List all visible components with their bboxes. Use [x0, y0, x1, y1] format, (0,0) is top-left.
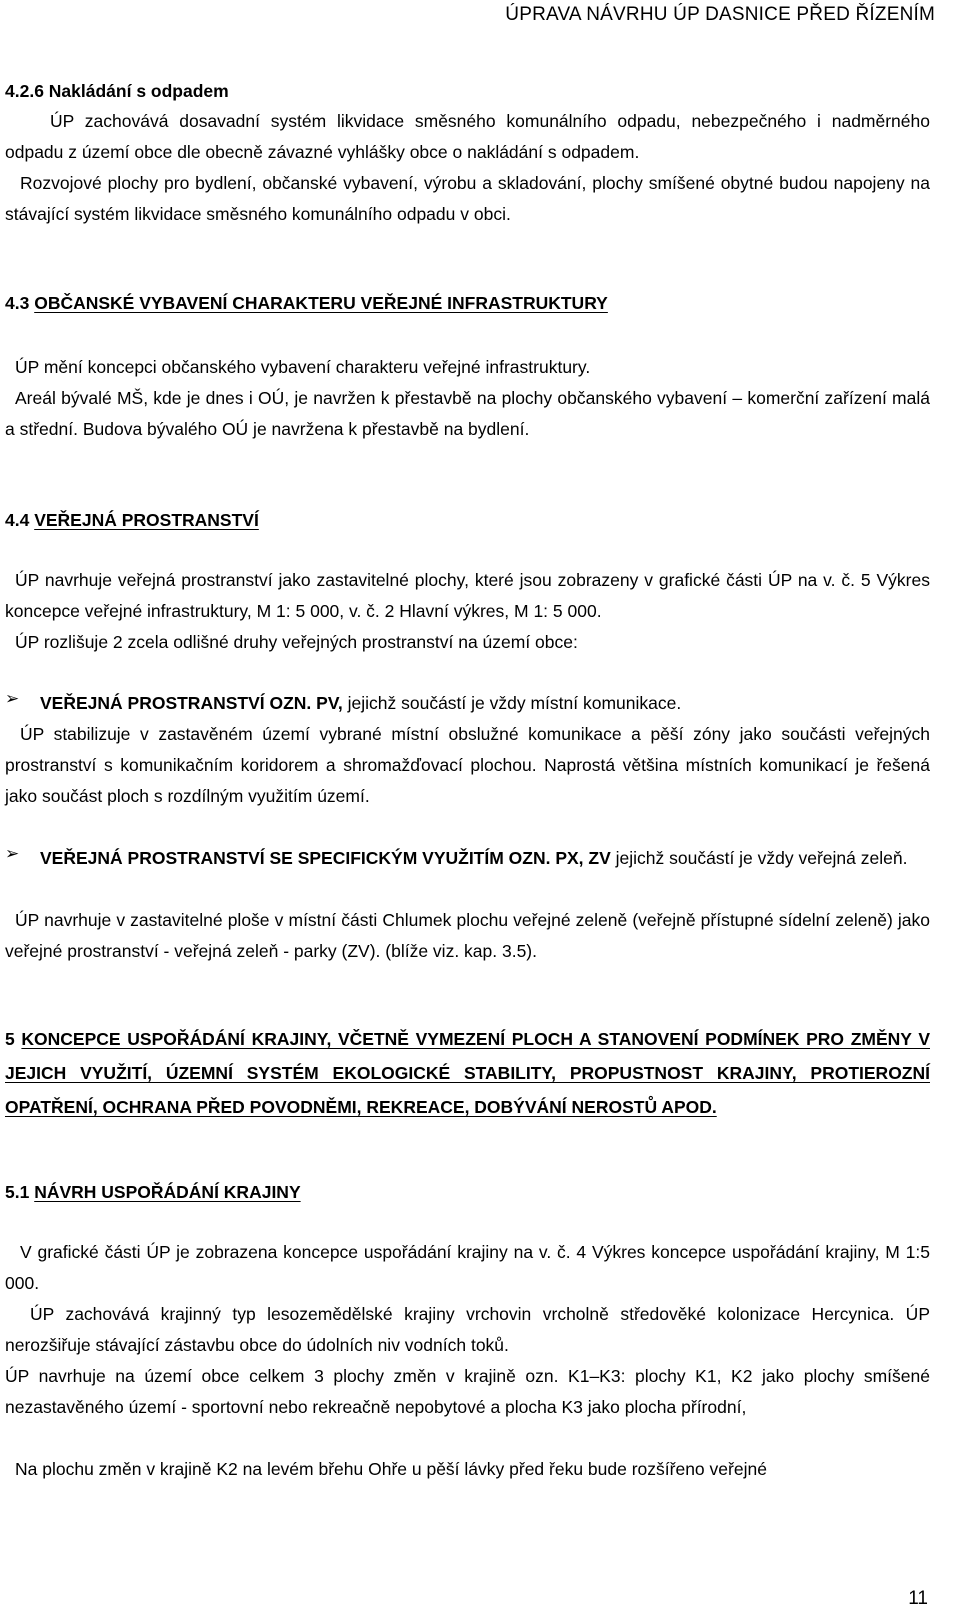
heading-4-4-title: VEŘEJNÁ PROSTRANSTVÍ	[34, 510, 259, 530]
bullet-pv-text: jejichž součástí je vždy místní komunikace.	[342, 693, 682, 713]
heading-5-1-number: 5.1	[5, 1182, 30, 1202]
heading-5	[5, 1022, 930, 1124]
heading-4-3	[5, 288, 930, 319]
bullet-pv-bold: VEŘEJNÁ PROSTRANSTVÍ OZN. PV,	[40, 693, 343, 713]
bullet-pv	[40, 688, 930, 719]
heading-4-3-number: 4.3	[5, 293, 30, 313]
paragraph-4-4-4: ÚP navrhuje v zastavitelné ploše v místní části Chlumek plochu veřejné zeleně (veřejně přístupné sídelní zeleně) jako veřejné prostranství - veřejná zeleň - parky (ZV). (blíže viz. kap. 3.5).	[5, 910, 930, 961]
paragraph-4-3-1: ÚP mění koncepci občanského vybavení charakteru veřejné infrastruktury.	[15, 357, 591, 377]
arrow-bullet-icon: ➢	[5, 689, 20, 708]
arrow-bullet-icon: ➢	[5, 844, 20, 863]
page-number: 11	[908, 1588, 928, 1609]
heading-5-1-title: NÁVRH USPOŘÁDÁNÍ KRAJINY	[34, 1182, 301, 1202]
bullet-px-zv-text: jejichž součástí je vždy veřejná zeleň.	[610, 848, 908, 868]
paragraph-4-4-1: ÚP navrhuje veřejná prostranství jako zastavitelné plochy, které jsou zobrazeny v grafické části ÚP na v. č. 5 Výkres koncepce veřejné infrastruktury, M 1: 5 000, v. č. 2 Hlavní výkres, M 1: 5 000.	[5, 570, 930, 621]
heading-5-1	[5, 1177, 930, 1208]
heading-4-3-title: OBČANSKÉ VYBAVENÍ CHARAKTERU VEŘEJNÉ INFRASTRUKTURY	[34, 293, 608, 313]
paragraph-4-2-6-1: ÚP zachovává dosavadní systém likvidace směsného komunálního odpadu, nebezpečného i nadměrného odpadu z území obce dle obecně závazné vyhlášky obce o nakládání s odpadem.	[5, 111, 930, 162]
heading-4-4	[5, 505, 930, 536]
paragraph-5-1-4: Na plochu změn v krajině K2 na levém břehu Ohře u pěší lávky před řeku bude rozšířeno veřejné	[15, 1459, 767, 1479]
heading-4-4-number: 4.4	[5, 510, 30, 530]
heading-5-number: 5	[5, 1029, 15, 1049]
paragraph-4-4-2: ÚP rozlišuje 2 zcela odlišné druhy veřejných prostranství na území obce:	[15, 632, 578, 652]
paragraph-5-1-3: ÚP navrhuje na území obce celkem 3 plochy změn v krajině ozn. K1–K3: plochy K1, K2 jako plochy smíšené nezastavěného území - sportovní nebo rekreačně nepobytové a plocha K3 jako plocha přírodní,	[5, 1366, 930, 1417]
bullet-px-zv-bold: VEŘEJNÁ PROSTRANSTVÍ SE SPECIFICKÝM VYUŽITÍM OZN. PX, ZV	[40, 848, 611, 868]
paragraph-5-1-2: ÚP zachovává krajinný typ lesozemědělské krajiny vrchovin vrcholně středověké kolonizace Hercynica. ÚP nerozšiřuje stávající zástavbu obce do údolních niv vodních toků.	[5, 1304, 930, 1355]
heading-5-title: KONCEPCE USPOŘÁDÁNÍ KRAJINY, VČETNĚ VYMEZENÍ PLOCH A STANOVENÍ PODMÍNEK PRO ZMĚNY V JEJICH VYUŽITÍ, ÚZEMNÍ SYSTÉM EKOLOGICKÉ STABILITY, PROPUSTNOST KRAJINY, PROTIEROZNÍ OPATŘENÍ, OCHRANA PŘED POVODNĚMI, REKREACE, DOBÝVÁNÍ NEROSTŮ APOD.	[5, 1029, 930, 1117]
paragraph-4-2-6-2: Rozvojové plochy pro bydlení, občanské vybavení, výrobu a skladování, plochy smíšené obytné budou napojeny na stávající systém likvidace směsného komunálního odpadu v obci.	[5, 173, 930, 224]
paragraph-4-4-3: ÚP stabilizuje v zastavěném území vybrané místní obslužné komunikace a pěší zóny jako součásti veřejných prostranství s komunikačním koridorem a shromažďovací plochou. Naprostá většina místních komunikací je řešená jako součást ploch s rozdílným využitím území.	[5, 724, 930, 806]
running-header: ÚPRAVA NÁVRHU ÚP DASNICE PŘED ŘÍZENÍM	[505, 4, 935, 25]
heading-4-2-6: 4.2.6 Nakládání s odpadem	[5, 81, 229, 101]
bullet-px-zv	[40, 843, 930, 874]
paragraph-4-3-2: Areál bývalé MŠ, kde je dnes i OÚ, je navržen k přestavbě na plochy občanského vybavení – komerční zařízení malá a střední. Budova bývalého OÚ je navržena k přestavbě na bydlení.	[5, 388, 930, 439]
paragraph-5-1-1: V grafické části ÚP je zobrazena koncepce uspořádání krajiny na v. č. 4 Výkres koncepce uspořádání krajiny, M 1:5 000.	[5, 1242, 930, 1293]
